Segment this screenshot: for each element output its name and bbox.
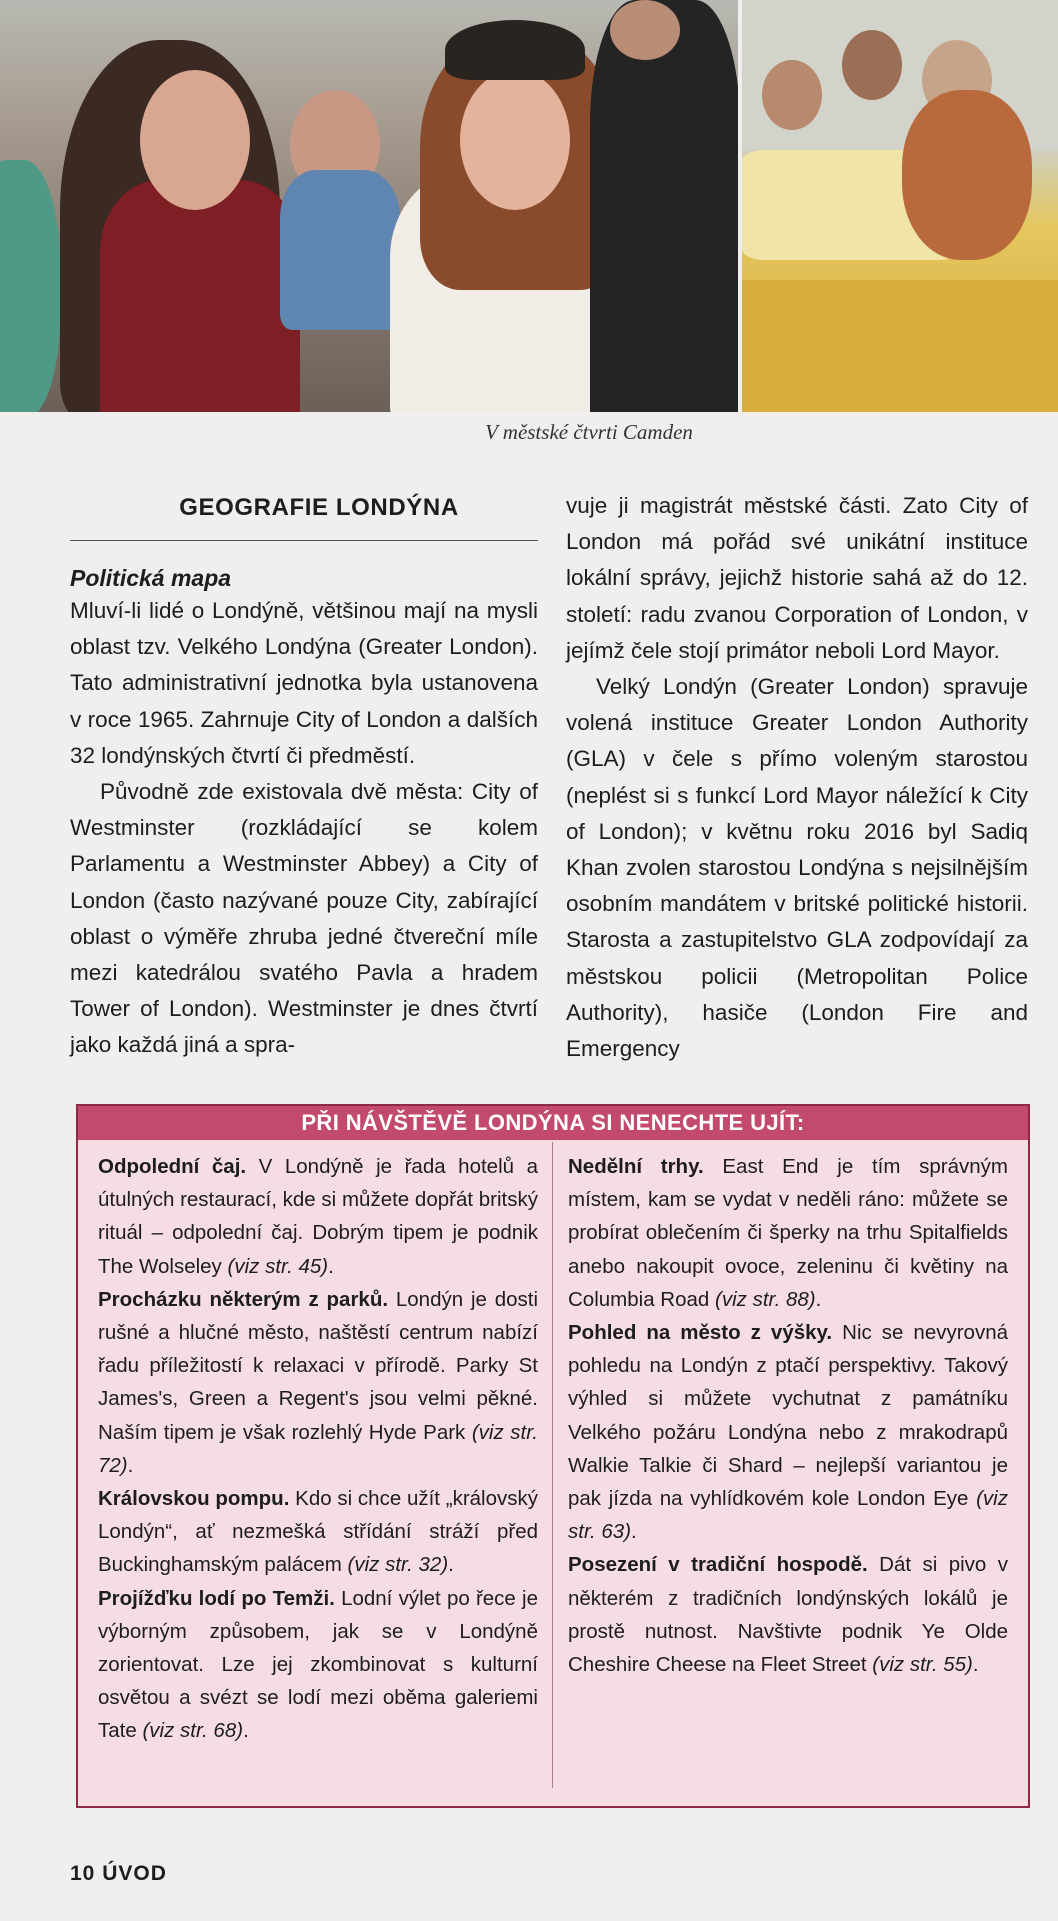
camden-street-photo xyxy=(0,0,738,412)
market-photo xyxy=(742,0,1058,412)
dont-miss-box xyxy=(76,1104,1030,1808)
box-left-column xyxy=(98,1150,538,1748)
right-column xyxy=(566,488,1028,1067)
photo-band xyxy=(0,0,1058,412)
box-item: Královskou pompu. Kdo si chce užít „královský Londýn“, ať nezmešká střídání stráží před Buckinghamským palácem (viz str. 32). xyxy=(98,1487,539,1577)
box-divider xyxy=(552,1142,553,1788)
paragraph: vuje ji magistrát městské části. Zato City of London má pořád své unikátní instituce lokální správy, jejichž historie sahá až do 12. století: radu zvanou Corporation of London, v jejímž čele stojí primátor neboli Lord Mayor. xyxy=(566,493,1028,663)
box-item: Posezení v tradiční hospodě. Dát si pivo v některém z tradičních londýnských lokálů je prostě nutnost. Navštivte podnik Ye Olde Cheshire Cheese na Fleet Street (viz str. 55). xyxy=(568,1553,1008,1677)
heading-rule xyxy=(70,540,538,541)
paragraph: Původně zde existovala dvě města: City of Westminster (rozkládající se kolem Parlamentu a Westminster Abbey) a City of London (často nazývané pouze City, zabírající oblast o výměře zhruba jedné čtvereční míle mezi katedrálou svatého Pavla a hradem Tower of London). Westminster je dnes čtvrtí jako každá jiná a spra- xyxy=(70,779,538,1058)
box-item: Odpolední čaj. V Londýně je řada hotelů a útulných restaurací, kde si můžete dopřát britský rituál – odpolední čaj. Dobrým tipem je podnik The Wolseley (viz str. 45). xyxy=(98,1155,538,1278)
photo-caption: V městské čtvrti Camden xyxy=(485,420,693,444)
box-item: Nedělní trhy. East End je tím správným místem, kam se vydat v neděli ráno: můžete se probírat oblečením či šperky na trhu Spitalfields anebo nakoupit ovoce, zeleninu či květiny na Columbia Road (viz str. 88). xyxy=(568,1155,1008,1311)
paragraph: Mluví-li lidé o Londýně, většinou mají na mysli oblast tzv. Velkého Londýna (Greater London). Tato administrativní jednotka byla ustanovena v roce 1965. Zahrnuje City of London a dalších 32 londýnských čtvrtí či předměstí. xyxy=(70,598,538,768)
left-column xyxy=(70,488,538,1064)
page-footer: 10 ÚVOD xyxy=(70,1862,167,1885)
box-item: Projížďku lodí po Temži. Lodní výlet po řece je výborným způsobem, jak se v Londýně zorientovat. Lze jej zkombinovat s kulturní osvětou a svézt se lodí mezi oběma galeriemi Tate (viz str. 68). xyxy=(98,1586,539,1743)
paragraph: Velký Londýn (Greater London) spravuje volená instituce Greater London Authority (GLA) v čele s přímo voleným starostou (neplést si s funkcí Lord Mayor náležící k City of London); v květnu roku 2016 byl Sadiq Khan zvolen starostou Londýna s nejsilnějším osobním mandátem v britské politické historii. Starosta a zastupitelstvo GLA zodpovídají za městskou policii (Metropolitan Police Authority), hasiče (London Fire and Emergency xyxy=(566,674,1028,1062)
subheading: Politická mapa xyxy=(70,565,232,591)
box-title: PŘI NÁVŠTĚVĚ LONDÝNA SI NENECHTE UJÍT: xyxy=(78,1106,1028,1140)
box-right-column xyxy=(568,1150,1008,1681)
box-item: Procházku některým z parků. Londýn je dosti rušné a hlučné město, naštěstí centrum nabízí řadu příležitostí k relaxaci v přírodě. Parky St James's, Green a Regent's jsou velmi pěkné. Naším tipem je však rozlehlý Hyde Park (viz str. 72). xyxy=(98,1287,539,1477)
section-heading: GEOGRAFIE LONDÝNA xyxy=(179,494,459,521)
box-item: Pohled na město z výšky. Nic se nevyrovná pohledu na Londýn z ptačí perspektivy. Takový výhled si můžete vychutnat z památníku Velkého požáru Londýna nebo z mrakodrapů Walkie Talkie či Shard – nejlepší variantou je pak jízda na vyhlídkovém kole London Eye (viz str. 63). xyxy=(568,1321,1009,1544)
